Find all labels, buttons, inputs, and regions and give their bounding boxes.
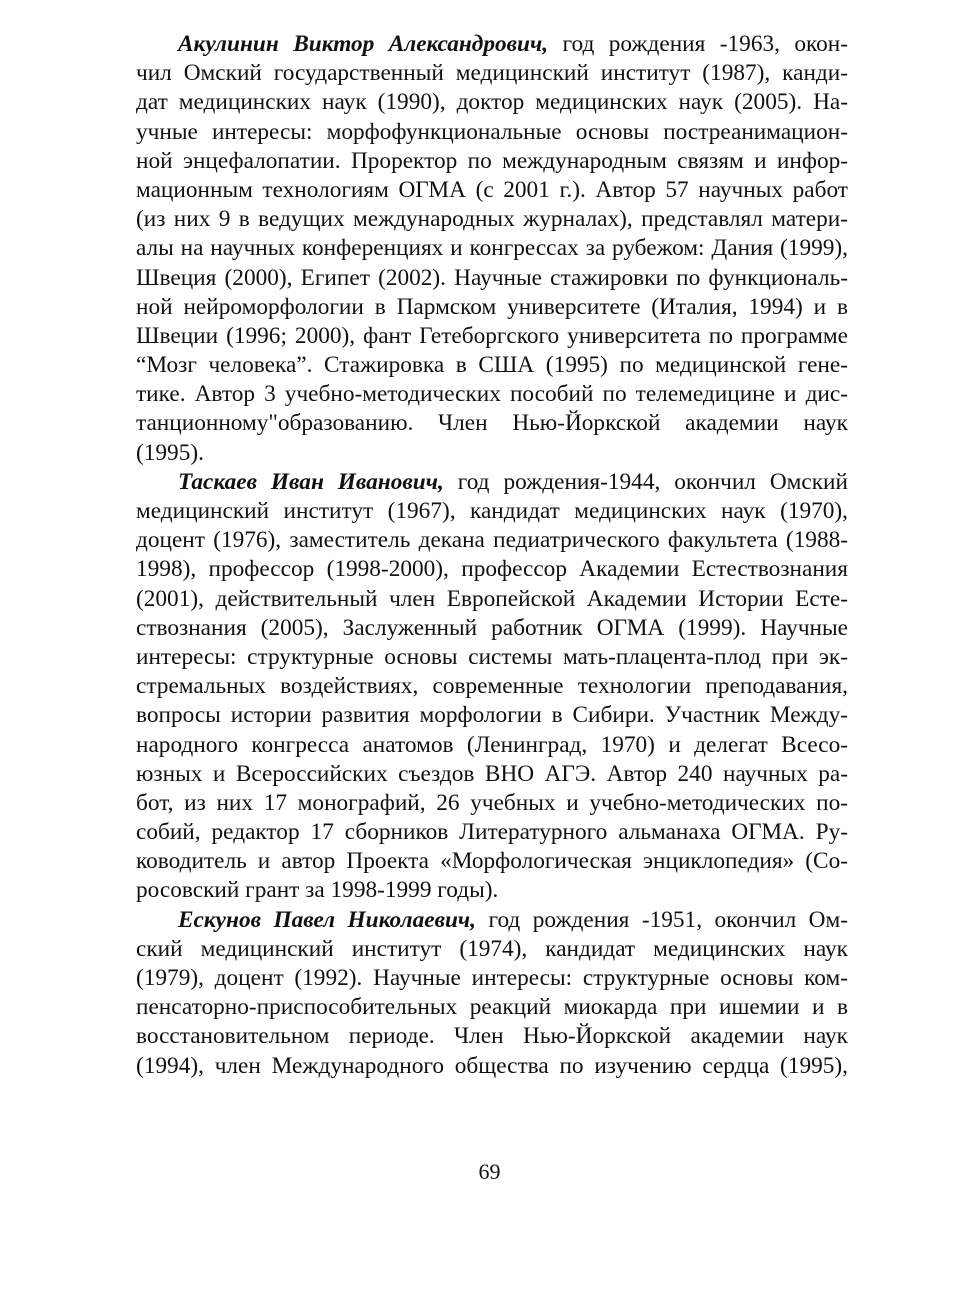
biography-paragraph — [136, 30, 848, 468]
text-line: ной энцефалопатии. Проректор по международным связям и инфор- — [136, 147, 848, 174]
text-line: (1979), доцент (1992). Научные интересы: структурные основы ком- — [136, 965, 848, 991]
text-line: тике. Автор 3 учебно-методических пособий по телемедицине и дис- — [136, 381, 848, 408]
text-line: ский медицинский институт (1974), кандидат медицинских наук — [136, 935, 848, 962]
text-line: доцент (1976), заместитель декана педиатрического факультета (1988- — [136, 527, 848, 554]
biography-paragraph — [136, 468, 848, 906]
text-line: интересы: структурные основы системы мать-плацента-плод при эк- — [136, 643, 848, 670]
text-line: алы на научных конференциях и конгрессах за рубежом: Дания (1999), — [136, 235, 848, 262]
person-name: Ескунов Павел Николаевич, — [178, 906, 476, 933]
text-line: “Мозг человека”. Стажировка в США (1995) по медицинской гене- — [136, 352, 848, 379]
text-line: восстановительном периоде. Член Нью-Йоркской академии наук — [136, 1023, 848, 1050]
text-line: юзных и Всероссийских съездов ВНО АГЭ. Автор 240 научных ра- — [136, 760, 848, 787]
text-line: мационным технологиям ОГМА (с 2001 г.). Автор 57 научных работ — [136, 176, 848, 203]
text-line: стремальных воздействиях, современные технологии преподавания, — [136, 673, 848, 700]
text-line: (из них 9 в ведущих международных журналах), представлял матери- — [136, 206, 848, 233]
text-line: 1998), профессор (1998-2000), профессор Академии Естествознания — [136, 556, 848, 583]
person-name: Таскаев Иван Иванович, — [178, 468, 444, 495]
paragraph-first-line: Таскаев Иван Иванович, год рождения-1944, окончил Омский — [178, 468, 848, 495]
text-line: народного конгресса анатомов (Ленинград, 1970) и делегат Всесо- — [136, 731, 848, 758]
text-line: дат медицинских наук (1990), доктор медицинских наук (2005). На- — [136, 89, 848, 116]
text-line: ной нейроморфологии в Пармском университете (Италия, 1994) и в — [136, 293, 848, 320]
text-line: учные интересы: морфофункциональные основы постреанимацион- — [136, 118, 848, 145]
text-line: танционному"образованию. Член Нью-Йоркской академии наук — [136, 410, 848, 437]
page-body — [136, 30, 848, 1081]
text-line: чил Омский государственный медицинский институт (1987), канди- — [136, 60, 848, 87]
page-number: 69 — [478, 1159, 501, 1184]
text-line: ствознания (2005), Заслуженный работник ОГМА (1999). Научные — [136, 614, 848, 641]
text-line: бот, из них 17 монографий, 26 учебных и учебно-методических по- — [136, 789, 848, 816]
biography-paragraph — [136, 906, 848, 1081]
paragraph-first-line: Ескунов Павел Николаевич, год рождения -1951, окончил Ом- — [178, 906, 848, 933]
text-line: вопросы истории развития морфологии в Сибири. Участник Между- — [136, 702, 848, 729]
text-line: пенсаторно-приспособительных реакций миокарда при ишемии и в — [136, 994, 848, 1021]
text-line: Швеции (1996; 2000), фант Гетеборгского университета по программе — [136, 322, 848, 349]
text-line: Швеция (2000), Египет (2002). Научные стажировки по функциональ- — [136, 264, 848, 291]
paragraph-first-line: Акулинин Виктор Александрович, год рождения -1963, окон- — [178, 31, 848, 57]
text-line: (2001), действительный член Европейской Академии Истории Есте- — [136, 585, 848, 612]
text-line: (1995). — [136, 439, 204, 466]
text-line: собий, редактор 17 сборников Литературного альманаха ОГМА. Ру- — [136, 819, 848, 846]
text-line: ководитель и автор Проекта «Морфологическая энциклопедия» (Со- — [136, 848, 848, 875]
text-line: медицинский институт (1967), кандидат медицинских наук (1970), — [136, 498, 848, 524]
person-name: Акулинин Виктор Александрович, — [178, 31, 549, 57]
text-line: (1994), член Международного общества по изучению сердца (1995), — [136, 1052, 848, 1079]
text-line: росовский грант за 1998-1999 годы). — [136, 877, 499, 904]
